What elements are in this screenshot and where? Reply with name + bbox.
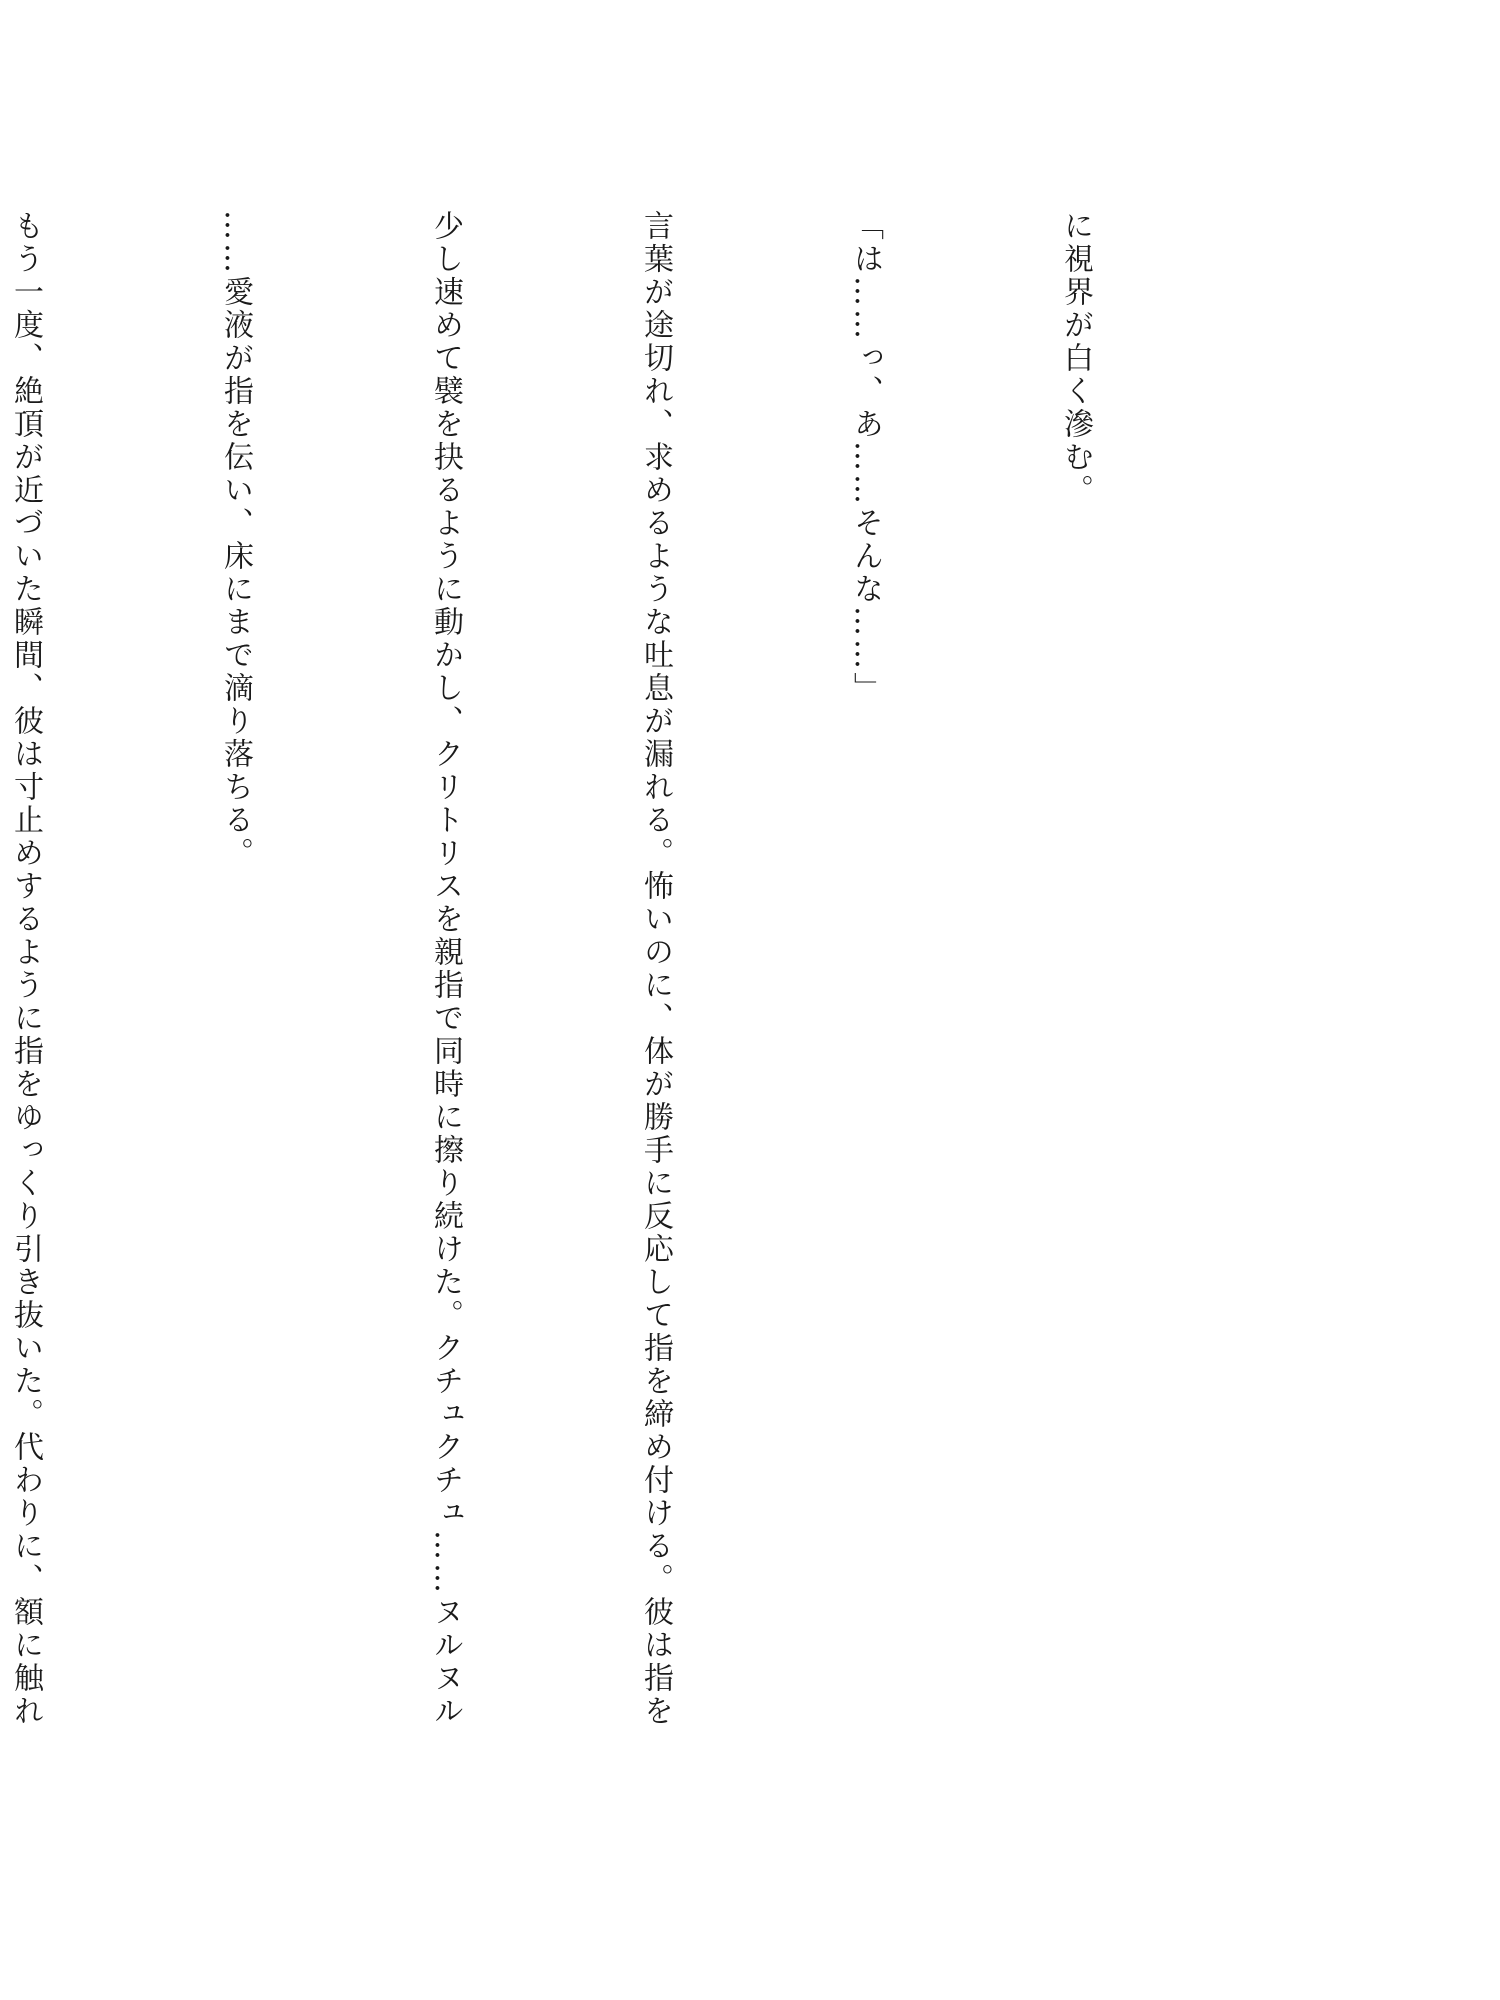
text-line: 言葉が途切れ、求めるような吐息が漏れる。怖いのに、体が勝手に反応して指を締め付ける。彼は指を [638, 210, 673, 1728]
text-line: 「は……っ、あ……そんな……」 [848, 210, 883, 705]
text-line: 少し速めて襞を抉るように動かし、クリトリスを親指で同時に擦り続けた。クチュクチュ……ヌルヌル [428, 210, 463, 1728]
vertical-text-body [0, 210, 1250, 1780]
text-line: もう一度、絶頂が近づいた瞬間、彼は寸止めするように指をゆっくり引き抜いた。代わりに、額に触れ [8, 210, 43, 1728]
text-line: に視界が白く滲む。 [1058, 210, 1093, 507]
text-line: ……愛液が指を伝い、床にまで滴り落ちる。 [218, 210, 253, 870]
